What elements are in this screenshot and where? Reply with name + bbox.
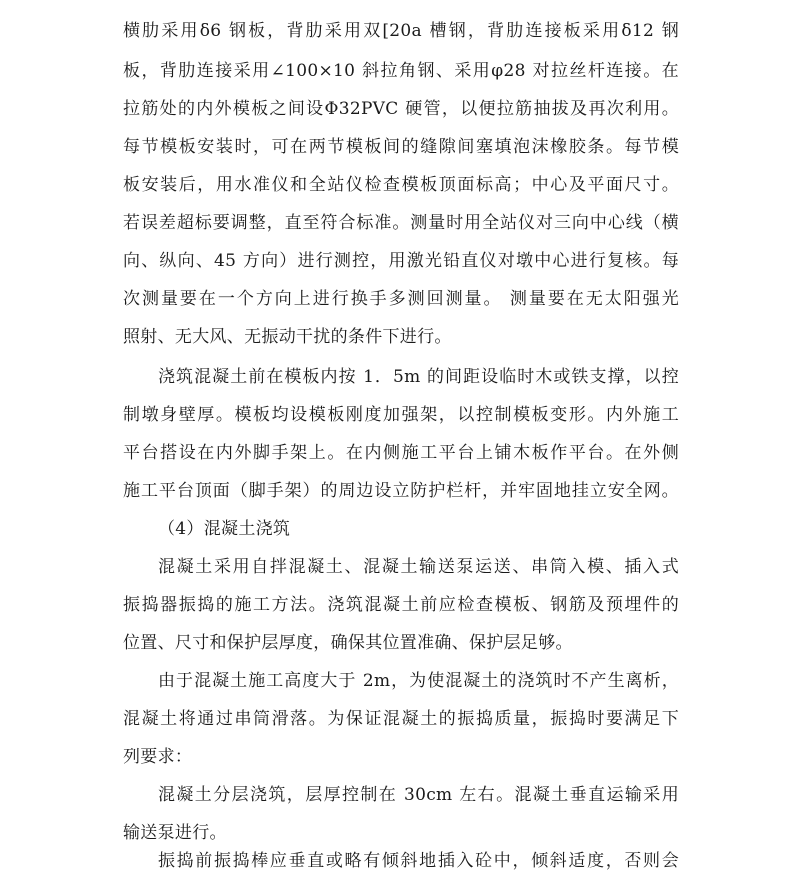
text-line: 由于混凝土施工高度大于 2m，为使混凝土的浇筑时不产生离析， <box>158 671 679 691</box>
text-line: 振捣器振捣的施工方法。浇筑混凝土前应检查模板、钢筋及预埋件的 <box>123 595 679 615</box>
text-line: 板，背肋连接采用∠100×10 斜拉角钢、采用φ28 对拉丝杆连接。在 <box>123 61 679 81</box>
text-line: 次测量要在一个方向上进行换手多测回测量。 测量要在无太阳强光 <box>123 289 679 309</box>
text-line: 照射、无大风、无振动干扰的条件下进行。 <box>123 327 452 347</box>
text-line: 平台搭设在内外脚手架上。在内侧施工平台上铺木板作平台。在外侧 <box>123 443 679 463</box>
text-line: 向、纵向、45 方向）进行测控，用激光铅直仪对墩中心进行复核。每 <box>123 251 679 271</box>
text-line: 浇筑混凝土前在模板内按 1．5m 的间距设临时木或铁支撑，以控 <box>158 367 679 387</box>
text-line: 横肋采用δ6 钢板，背肋采用双[20a 槽钢，背肋连接板采用δ12 钢 <box>123 21 679 41</box>
text-line: 混凝土分层浇筑，层厚控制在 30cm 左右。混凝土垂直运输采用 <box>158 785 679 805</box>
text-line: 振捣前振捣棒应垂直或略有倾斜地插入砼中，倾斜适度，否则会 <box>158 851 679 871</box>
section-heading: （4）混凝土浇筑 <box>158 519 291 539</box>
text-line: 施工平台顶面（脚手架）的周边设立防护栏杆，并牢固地挂立安全网。 <box>123 481 679 501</box>
text-line: 板安装后，用水准仪和全站仪检查模板顶面标高；中心及平面尺寸。 <box>123 175 679 195</box>
text-line: 位置、尺寸和保护层厚度，确保其位置准确、保护层足够。 <box>123 633 573 653</box>
text-line: 混凝土将通过串筒滑落。为保证混凝土的振捣质量，振捣时要满足下 <box>123 709 679 729</box>
text-line: 每节模板安装时，可在两节模板间的缝隙间塞填泡沫橡胶条。每节模 <box>123 137 679 157</box>
text-line: 输送泵进行。 <box>123 823 227 843</box>
text-line: 混凝土采用自拌混凝土、混凝土输送泵运送、串筒入模、插入式 <box>158 557 679 577</box>
text-line: 拉筋处的内外模板之间设Φ32PVC 硬管，以便拉筋抽拔及再次利用。 <box>123 99 679 119</box>
text-line: 若误差超标要调整，直至符合标准。测量时用全站仪对三向中心线（横 <box>123 213 679 233</box>
text-line: 列要求： <box>123 747 193 767</box>
text-line: 制墩身壁厚。模板均设模板刚度加强架，以控制模板变形。内外施工 <box>123 405 679 425</box>
